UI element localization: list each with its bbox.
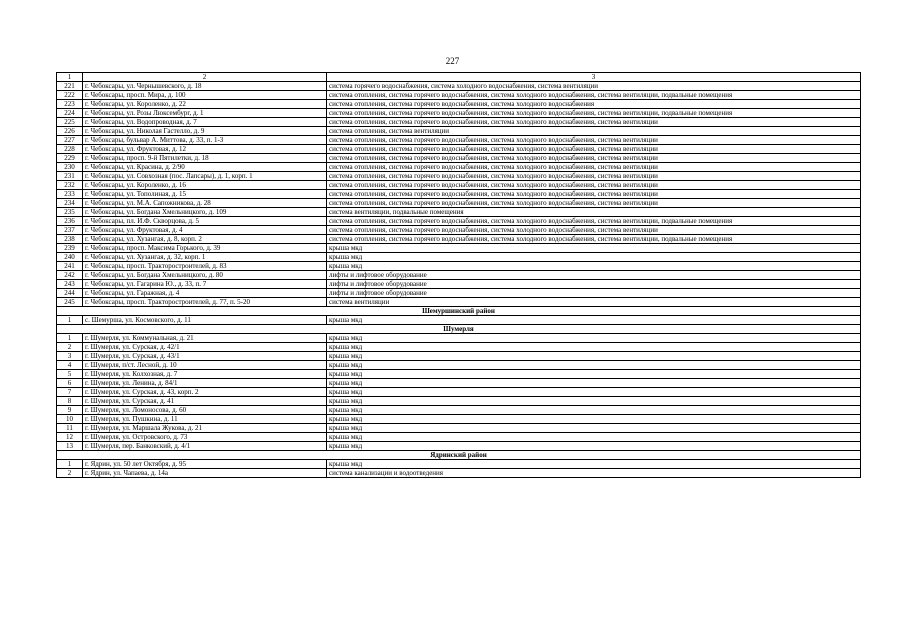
row-works: лифты и лифтовое оборудование (327, 280, 861, 289)
row-number: 13 (57, 442, 83, 451)
table-row (57, 289, 861, 298)
header-cell-3: 3 (327, 73, 861, 82)
row-number: 223 (57, 100, 83, 109)
row-number: 228 (57, 145, 83, 154)
row-address: г. Чебоксары, ул. Хузангая, д. 8, корп. 2 (83, 235, 327, 244)
row-address: г. Чебоксары, ул. Чернышевского, д. 18 (83, 82, 327, 91)
row-number: 236 (57, 217, 83, 226)
row-works: система отопления, система горячего водоснабжения, система холодного водоснабжения, система вентиляции (327, 199, 861, 208)
row-works: крыша мкд (327, 388, 861, 397)
row-number: 2 (57, 469, 83, 478)
row-address: с. Шемурша, ул. Космовского, д. 11 (83, 316, 327, 325)
row-number: 239 (57, 244, 83, 253)
row-works: система отопления, система горячего водоснабжения, система холодного водоснабжения, система вентиляции (327, 136, 861, 145)
row-works: крыша мкд (327, 352, 861, 361)
row-address: г. Чебоксары, просп. Тракторостроителей, д. 83 (83, 262, 327, 271)
table-row (57, 82, 861, 91)
row-works: система отопления, система горячего водоснабжения, система холодного водоснабжения, система вентиляции, подвальные помещения (327, 109, 861, 118)
row-works: крыша мкд (327, 361, 861, 370)
section-title-yadrinsky: Ядринский район (57, 451, 861, 460)
row-address: г. Чебоксары, ул. Николая Гастелло, д. 9 (83, 127, 327, 136)
row-works: крыша мкд (327, 262, 861, 271)
row-number: 221 (57, 82, 83, 91)
row-address: г. Чебоксары, ул. Красина, д. 2/90 (83, 163, 327, 172)
row-number: 226 (57, 127, 83, 136)
row-address: г. Чебоксары, ул. Совхозная (пос. Лапсары), д. 1, корп. 1 (83, 172, 327, 181)
row-number: 235 (57, 208, 83, 217)
table-row (57, 271, 861, 280)
table-row (57, 109, 861, 118)
table-row (57, 316, 861, 325)
row-number: 224 (57, 109, 83, 118)
row-address: г. Чебоксары, ул. Гагарина Ю., д. 33, п. 7 (83, 280, 327, 289)
row-number: 229 (57, 154, 83, 163)
section-title-shemurshinsky: Шемуршинский район (57, 307, 861, 316)
row-address: г. Чебоксары, ул. Богдана Хмельницкого, д. 80 (83, 271, 327, 280)
section-title-shumerlya: Шумерля (57, 325, 861, 334)
table-row (57, 334, 861, 343)
table-row (57, 370, 861, 379)
row-address: г. Шумерля, ул. Маршала Жукова, д. 21 (83, 424, 327, 433)
row-number: 238 (57, 235, 83, 244)
row-works: крыша мкд (327, 334, 861, 343)
row-works: крыша мкд (327, 397, 861, 406)
row-address: г. Шумерля, ул. Сурская, д. 42/1 (83, 343, 327, 352)
table-row (57, 397, 861, 406)
table-row (57, 235, 861, 244)
row-address: г. Чебоксары, ул. М.А. Сапожникова, д. 28 (83, 199, 327, 208)
row-works: система отопления, система горячего водоснабжения, система холодного водоснабжения, система вентиляции (327, 118, 861, 127)
table-header-row (57, 73, 861, 82)
row-number: 1 (57, 460, 83, 469)
row-address: г. Шумерля, ул. Островского, д. 73 (83, 433, 327, 442)
table-row (57, 433, 861, 442)
table-row (57, 208, 861, 217)
row-number: 222 (57, 91, 83, 100)
header-cell-2: 2 (83, 73, 327, 82)
table-row (57, 361, 861, 370)
row-number: 230 (57, 163, 83, 172)
row-address: г. Шумерля, ул. Пушкина, д. 11 (83, 415, 327, 424)
row-address: г. Чебоксары, просп. Тракторостроителей, д. 77, п. 5-20 (83, 298, 327, 307)
row-number: 243 (57, 280, 83, 289)
row-number: 4 (57, 361, 83, 370)
table-row (57, 190, 861, 199)
row-works: система отопления, система горячего водоснабжения, система холодного водоснабжения, система вентиляции, подвальные помещения (327, 235, 861, 244)
page-number: 227 (445, 56, 460, 66)
row-number: 10 (57, 415, 83, 424)
row-number: 12 (57, 433, 83, 442)
table-row (57, 145, 861, 154)
table-row (57, 118, 861, 127)
row-works: система вентиляции, подвальные помещения (327, 208, 861, 217)
table-row (57, 226, 861, 235)
table-row (57, 127, 861, 136)
table-row (57, 379, 861, 388)
row-number: 225 (57, 118, 83, 127)
table-row (57, 469, 861, 478)
row-address: г. Шумерля, ул. Ломоносова, д. 60 (83, 406, 327, 415)
table-row (57, 244, 861, 253)
repair-works-table (56, 72, 861, 478)
row-works: крыша мкд (327, 244, 861, 253)
row-works: система отопления, система горячего водоснабжения, система холодного водоснабжения, система вентиляции (327, 181, 861, 190)
row-number: 8 (57, 397, 83, 406)
row-address: г. Шумерля, пер. Банковский, д. 4/1 (83, 442, 327, 451)
row-address: г. Ядрин, ул. 50 лет Октября, д. 95 (83, 460, 327, 469)
row-address: г. Чебоксары, просп. Мира, д. 100 (83, 91, 327, 100)
row-number: 234 (57, 199, 83, 208)
table-row (57, 91, 861, 100)
row-address: г. Чебоксары, ул. Хузангая, д. 32, корп. 1 (83, 253, 327, 262)
row-number: 2 (57, 343, 83, 352)
row-works: система отопления, система горячего водоснабжения, система холодного водоснабжения, система вентиляции (327, 163, 861, 172)
row-number: 5 (57, 370, 83, 379)
row-address: г. Ядрин, ул. Чапаева, д. 14а (83, 469, 327, 478)
table-row (57, 388, 861, 397)
row-address: г. Чебоксары, пл. И.Ф. Скворцова, д. 5 (83, 217, 327, 226)
table-row (57, 442, 861, 451)
row-works: система отопления, система горячего водоснабжения, система холодного водоснабжения, система вентиляции (327, 145, 861, 154)
row-works: крыша мкд (327, 460, 861, 469)
row-number: 1 (57, 334, 83, 343)
row-number: 11 (57, 424, 83, 433)
row-works: система горячего водоснабжения, система холодного водоснабжения, система вентиляции (327, 82, 861, 91)
row-number: 1 (57, 316, 83, 325)
row-works: крыша мкд (327, 424, 861, 433)
row-address: г. Чебоксары, просп. Максима Горького, д. 39 (83, 244, 327, 253)
row-address: г. Чебоксары, ул. Розы Люксембург, д. 1 (83, 109, 327, 118)
table-row (57, 280, 861, 289)
row-number: 6 (57, 379, 83, 388)
header-cell-1: 1 (57, 73, 83, 82)
row-address: г. Чебоксары, ул. Гаражная, д. 4 (83, 289, 327, 298)
row-address: г. Шумерля, ул. Колхозная, д. 7 (83, 370, 327, 379)
table-row (57, 172, 861, 181)
row-works: система вентиляции (327, 298, 861, 307)
table-row (57, 154, 861, 163)
table-row (57, 217, 861, 226)
row-works: крыша мкд (327, 253, 861, 262)
row-number: 9 (57, 406, 83, 415)
row-number: 237 (57, 226, 83, 235)
row-address: г. Чебоксары, ул. Тополиная, д. 15 (83, 190, 327, 199)
row-number: 233 (57, 190, 83, 199)
section-row (57, 307, 861, 316)
row-number: 244 (57, 289, 83, 298)
row-address: г. Чебоксары, бульвар А. Миттова, д. 33, п. 1-3 (83, 136, 327, 145)
row-number: 3 (57, 352, 83, 361)
section-row (57, 325, 861, 334)
table-row (57, 100, 861, 109)
row-works: система отопления, система вентиляции (327, 127, 861, 136)
row-number: 227 (57, 136, 83, 145)
section-row (57, 451, 861, 460)
row-works: система отопления, система горячего водоснабжения, система холодного водоснабжения, система вентиляции (327, 226, 861, 235)
table-row (57, 262, 861, 271)
row-address: г. Шумерля, ул. Сурская, д. 41 (83, 397, 327, 406)
table-row (57, 298, 861, 307)
row-address: г. Чебоксары, ул. Фруктовая, д. 12 (83, 145, 327, 154)
row-works: система отопления, система горячего водоснабжения, система холодного водоснабжения, система вентиляции (327, 172, 861, 181)
row-works: крыша мкд (327, 370, 861, 379)
table-row (57, 181, 861, 190)
table-row (57, 415, 861, 424)
table-row (57, 163, 861, 172)
row-address: г. Чебоксары, ул. Короленко, д. 16 (83, 181, 327, 190)
row-works: лифты и лифтовое оборудование (327, 289, 861, 298)
row-address: г. Шумерля, ул. Сурская, д. 43, корп. 2 (83, 388, 327, 397)
row-number: 245 (57, 298, 83, 307)
row-works: система отопления, система горячего водоснабжения, система холодного водоснабжения, система вентиляции, подвальные помещения (327, 217, 861, 226)
row-works: крыша мкд (327, 433, 861, 442)
row-works: система отопления, система горячего водоснабжения, система холодного водоснабжения, система вентиляции (327, 190, 861, 199)
row-works: крыша мкд (327, 442, 861, 451)
row-works: крыша мкд (327, 406, 861, 415)
row-address: г. Чебоксары, ул. Богдана Хмельницкого, д. 109 (83, 208, 327, 217)
row-number: 231 (57, 172, 83, 181)
row-address: г. Шумерля, п/ст. Лесной, д. 10 (83, 361, 327, 370)
row-works: крыша мкд (327, 379, 861, 388)
table-row (57, 406, 861, 415)
row-number: 242 (57, 271, 83, 280)
row-number: 240 (57, 253, 83, 262)
table-row (57, 253, 861, 262)
row-address: г. Чебоксары, ул. Фруктовая, д. 4 (83, 226, 327, 235)
row-address: г. Шумерля, ул. Коммунальная, д. 21 (83, 334, 327, 343)
table-row (57, 352, 861, 361)
row-works: лифты и лифтовое оборудование (327, 271, 861, 280)
table-row (57, 199, 861, 208)
row-number: 232 (57, 181, 83, 190)
table-row (57, 136, 861, 145)
row-address: г. Чебоксары, просп. 9-й Пятилетки, д. 18 (83, 154, 327, 163)
row-address: г. Шумерля, ул. Ленина, д. 84/1 (83, 379, 327, 388)
row-address: г. Чебоксары, ул. Короленко, д. 22 (83, 100, 327, 109)
row-works: система отопления, система горячего водоснабжения, система холодного водоснабжения, система вентиляции, подвальные помещения (327, 91, 861, 100)
table-row (57, 343, 861, 352)
row-works: крыша мкд (327, 415, 861, 424)
row-number: 241 (57, 262, 83, 271)
row-address: г. Шумерля, ул. Сурская, д. 43/1 (83, 352, 327, 361)
row-works: система канализации и водоотведения (327, 469, 861, 478)
row-address: г. Чебоксары, ул. Водопроводная, д. 7 (83, 118, 327, 127)
table-row (57, 460, 861, 469)
row-works: крыша мкд (327, 343, 861, 352)
row-works: система отопления, система горячего водоснабжения, система холодного водоснабжения, система вентиляции (327, 154, 861, 163)
row-number: 7 (57, 388, 83, 397)
row-works: крыша мкд (327, 316, 861, 325)
row-works: система отопления, система горячего водоснабжения, система холодного водоснабжения (327, 100, 861, 109)
table-row (57, 424, 861, 433)
